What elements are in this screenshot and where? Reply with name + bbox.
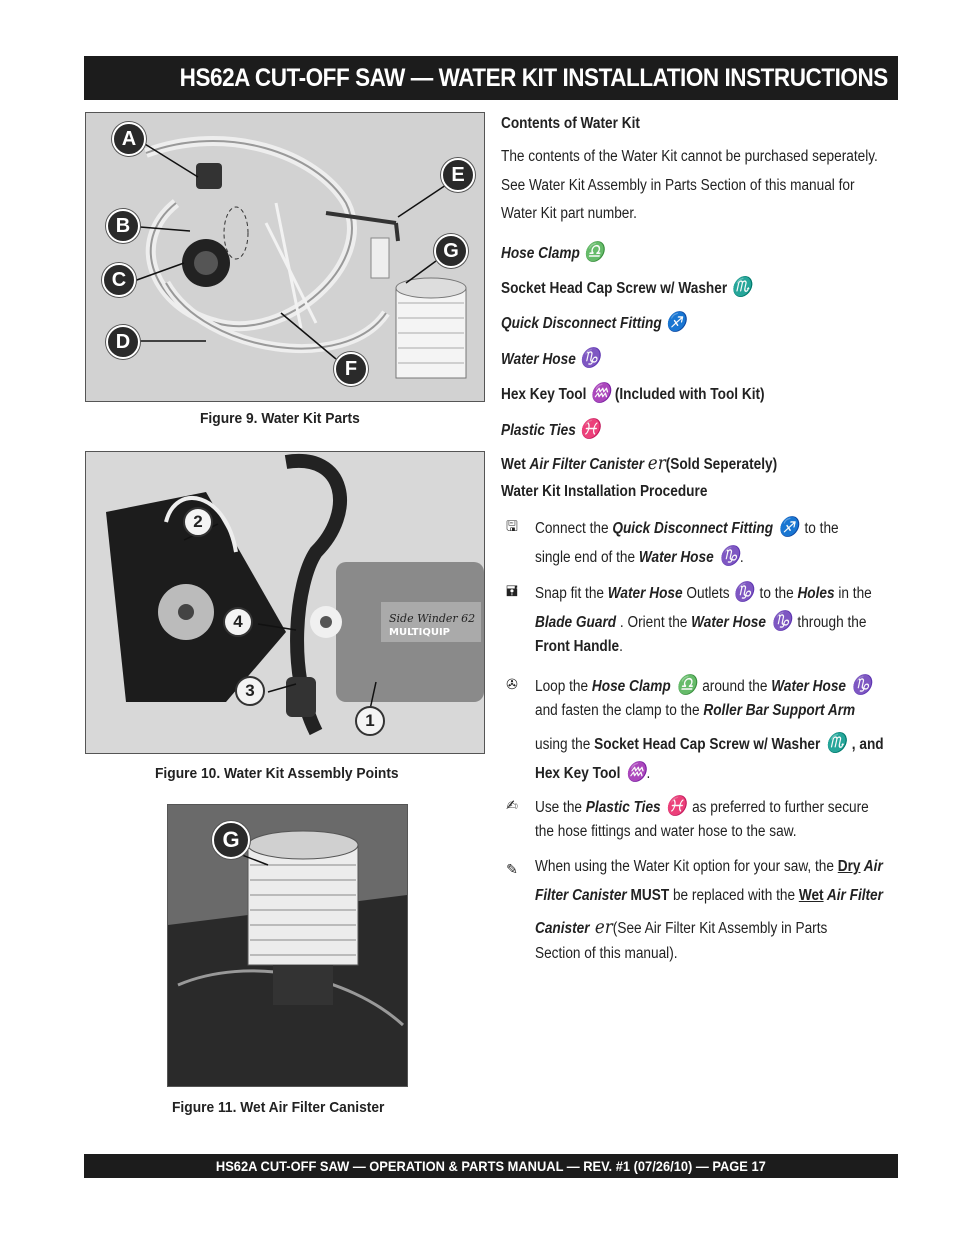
text-bi: Blade Guard xyxy=(535,614,617,631)
page-title: HS62A CUT-OFF SAW — WATER KIT INSTALLATION INSTRUCTIONS xyxy=(179,63,888,92)
step-2-line-1 xyxy=(535,580,872,603)
text-bi: Water Hose xyxy=(607,585,683,602)
callout-d: D xyxy=(106,325,140,359)
socket-screw-symbol-icon: ♏ xyxy=(820,732,852,754)
text: single end of the xyxy=(535,549,639,566)
text: using the xyxy=(535,736,595,753)
water-hose-symbol-icon: ♑ xyxy=(579,347,601,369)
text: to the xyxy=(759,585,798,602)
item-suffix: (Sold Seperately) xyxy=(665,456,778,473)
text: as preferred to further secure xyxy=(692,799,869,816)
step-5-bullet-icon: ✎ xyxy=(506,862,518,878)
contents-intro-3: Water Kit part number. xyxy=(501,205,637,222)
callout-1: 1 xyxy=(355,706,385,736)
text: the hose fittings and water hose to the saw. xyxy=(535,823,797,840)
step-3-line-3 xyxy=(535,731,884,754)
step-1-line-2 xyxy=(535,544,744,567)
text-bold: MUST xyxy=(626,887,670,904)
step-4-line-1 xyxy=(535,794,869,817)
text: Snap fit the xyxy=(535,585,608,602)
text: through the xyxy=(797,614,867,631)
step-1-bullet-icon: 🖫 xyxy=(506,519,518,535)
text-bi: Air Filter xyxy=(823,887,883,904)
step-3-line-2 xyxy=(535,702,855,720)
item-label: Water Hose xyxy=(501,351,576,368)
callout-e: E xyxy=(441,158,475,192)
hex-key-symbol-icon: ♒ xyxy=(620,761,647,783)
text: around the xyxy=(702,678,772,695)
text: . xyxy=(739,549,744,566)
text: Connect the xyxy=(535,520,613,537)
item-label-prefix: Wet xyxy=(501,456,526,473)
quick-disconnect-symbol-icon: ♐ xyxy=(773,516,805,538)
item-label: Air Filter Canister xyxy=(529,456,645,473)
text: Outlets xyxy=(682,585,734,602)
callout-g-fig11: G xyxy=(212,821,250,859)
text-bi: Holes xyxy=(797,585,835,602)
text-bi: Quick Disconnect Fitting xyxy=(612,520,774,537)
procedure-heading: Water Kit Installation Procedure xyxy=(501,483,708,500)
callout-2: 2 xyxy=(183,507,213,537)
socket-screw-symbol-icon: ♏ xyxy=(730,276,752,298)
water-kit-parts-image xyxy=(86,113,484,401)
text-bi: Water Hose xyxy=(771,678,847,695)
air-filter-symbol-icon: er xyxy=(647,452,666,474)
text-bi: Air xyxy=(860,858,883,875)
item-quick-disconnect xyxy=(501,310,686,333)
page-footer: HS62A CUT-OFF SAW — OPERATION & PARTS MANUAL — REV. #1 (07/26/10) — PAGE 17 xyxy=(216,1158,766,1174)
text-bi: Filter Canister xyxy=(535,887,627,904)
text-bi: Plastic Ties xyxy=(585,799,661,816)
callout-c: C xyxy=(102,263,136,297)
text: (See Air Filter Kit Assembly in Parts xyxy=(612,920,828,937)
text: Loop the xyxy=(535,678,592,695)
figure-10-caption: Figure 10. Water Kit Assembly Points xyxy=(155,765,399,782)
text: and fasten the clamp to the xyxy=(535,702,704,719)
step-5-line-3 xyxy=(535,916,827,938)
figure-10-photo xyxy=(85,451,485,754)
assembly-points-image xyxy=(86,452,484,753)
item-air-filter xyxy=(501,452,777,474)
text: . xyxy=(646,765,651,782)
text: in the xyxy=(834,585,872,602)
air-filter-symbol-icon: er xyxy=(589,916,613,938)
item-socket-screw xyxy=(501,275,752,298)
item-suffix: (Included with Tool Kit) xyxy=(614,386,765,403)
text-bold: Socket Head Cap Screw w/ Washer xyxy=(594,736,821,753)
step-4-line-2 xyxy=(535,823,797,841)
step-2-bullet-icon: 🖬 xyxy=(506,584,518,600)
text: be replaced with the xyxy=(669,887,799,904)
text: When using the Water Kit option for your saw, the xyxy=(535,858,838,875)
step-1-line-1 xyxy=(535,515,839,538)
quick-disconnect-symbol-icon: ♐ xyxy=(665,311,687,333)
brand-multiquip: MULTIQUIP xyxy=(389,627,451,638)
text-bi: Roller Bar Support Arm xyxy=(703,702,856,719)
item-water-hose xyxy=(501,346,600,369)
hex-key-symbol-icon: ♒ xyxy=(590,382,612,404)
figure-9-photo xyxy=(85,112,485,402)
water-hose-symbol-icon: ♑ xyxy=(846,674,873,696)
text: . xyxy=(619,638,623,655)
step-3-bullet-icon: ✇ xyxy=(506,677,518,693)
text-bi: Water Hose xyxy=(691,614,766,631)
callout-b: B xyxy=(106,209,140,243)
item-label: Plastic Ties xyxy=(501,422,576,439)
wet-air-filter-image xyxy=(168,805,407,1086)
item-hose-clamp xyxy=(501,240,604,263)
item-hex-key xyxy=(501,381,765,404)
step-3-line-1 xyxy=(535,673,872,696)
plastic-ties-symbol-icon: ♓ xyxy=(579,418,601,440)
contents-heading: Contents of Water Kit xyxy=(501,115,640,132)
page-title-bar xyxy=(84,56,898,100)
callout-f: F xyxy=(334,352,368,386)
hose-clamp-symbol-icon: ♎ xyxy=(670,674,703,696)
text-bold-underline: Wet xyxy=(798,887,824,904)
item-label: Hex Key Tool xyxy=(501,386,587,403)
hose-clamp-symbol-icon: ♎ xyxy=(583,241,605,263)
figure-11-caption: Figure 11. Wet Air Filter Canister xyxy=(172,1099,385,1116)
text-bi: Hose Clamp xyxy=(591,678,671,695)
item-plastic-ties xyxy=(501,417,600,440)
contents-intro-1: The contents of the Water Kit cannot be purchased seperately. xyxy=(501,148,878,165)
contents-intro-2: See Water Kit Assembly in Parts Section of this manual for xyxy=(501,177,855,194)
item-label: Socket Head Cap Screw w/ Washer xyxy=(501,280,728,297)
text-bold: , and xyxy=(851,736,884,753)
callout-3: 3 xyxy=(235,676,265,706)
step-5-line-4 xyxy=(535,945,678,963)
item-label: Quick Disconnect Fitting xyxy=(501,315,662,332)
text: . Orient the xyxy=(616,614,692,631)
text: Section of this manual). xyxy=(535,945,678,962)
text: Use the xyxy=(535,799,586,816)
step-2-line-3 xyxy=(535,638,623,656)
text-bold: Front Handle xyxy=(535,638,620,655)
plastic-ties-symbol-icon: ♓ xyxy=(660,795,693,817)
step-2-line-2 xyxy=(535,609,866,632)
step-3-line-4 xyxy=(535,760,650,783)
text-bi: Water Hose xyxy=(638,549,714,566)
step-5-line-2 xyxy=(535,887,883,905)
text-bi: Canister xyxy=(535,920,590,937)
water-hose-symbol-icon: ♑ xyxy=(713,545,740,567)
callout-a: A xyxy=(112,122,146,156)
callout-g: G xyxy=(434,234,468,268)
brand-sidewinder: Side Winder 62 xyxy=(389,612,476,625)
step-4-bullet-icon: ✍ xyxy=(506,798,518,814)
text-bold-underline: Dry xyxy=(837,858,861,875)
text: to the xyxy=(804,520,839,537)
water-hose-symbol-icon: ♑ xyxy=(733,581,760,603)
figure-9-caption: Figure 9. Water Kit Parts xyxy=(200,410,360,427)
callout-4: 4 xyxy=(223,607,253,637)
page-footer-bar xyxy=(84,1154,898,1178)
step-5-line-1 xyxy=(535,858,883,876)
figure-11-photo xyxy=(167,804,408,1087)
text-bold: Hex Key Tool xyxy=(535,765,621,782)
item-label: Hose Clamp xyxy=(501,245,580,262)
water-hose-symbol-icon: ♑ xyxy=(765,610,798,632)
